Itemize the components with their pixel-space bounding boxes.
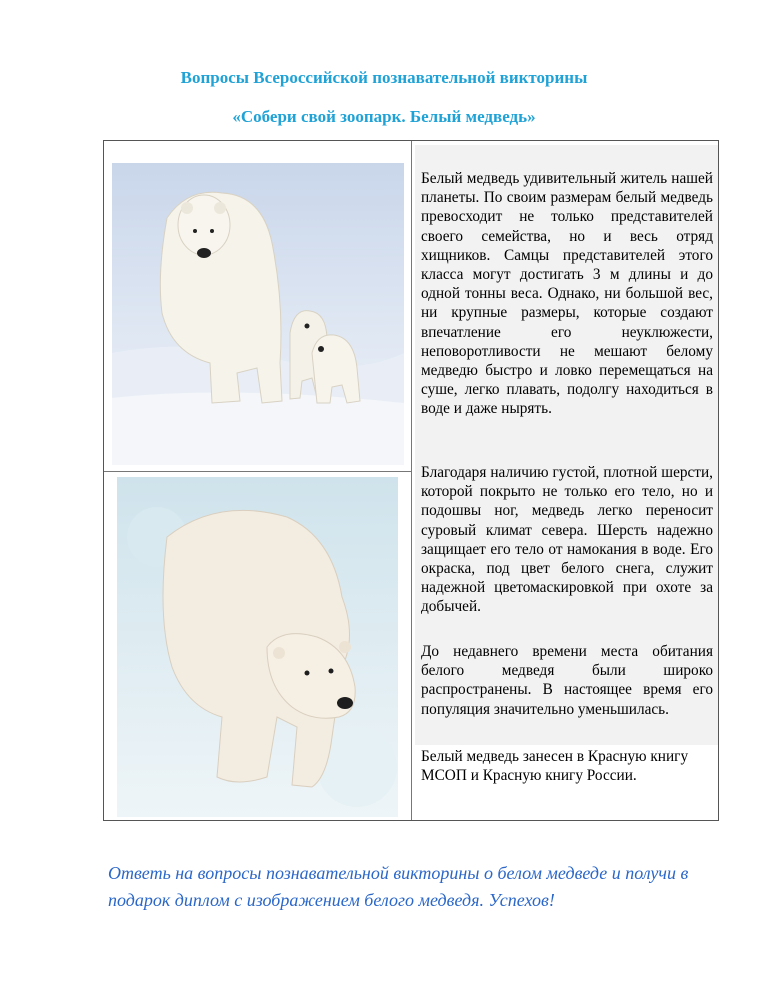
paragraph-fur: Благодаря наличию густой, плотной шерсти, которой покрыто не только его тело, но и подошвы ног, медведь легко переносит суровый климат севера. Шерсть надежно защищает его тело от намокания в воде. Его окраска, под цвет белого снега, служит надежной цветомаскировкой при охоте за добычей. — [421, 464, 713, 616]
polar-bear-with-cubs-photo — [112, 163, 404, 465]
column-divider — [411, 141, 412, 820]
page-title: Вопросы Всероссийской познавательной викторины — [180, 68, 588, 87]
paragraph-description: Белый медведь удивительный житель нашей планеты. По своим размерам белый медведь превосходит не только представителей своего семейства, но и весь отряд хищников. Самцы представителей этого класса могут достигать 3 м длины и до одной тонны веса. Однако, ни большой вес, ни крупные размеры, которые создают впечатление его неуклюжести, неповоротливости не мешают белому медведю быстро и ловко перемещаться на суше, легко плавать, подолгу находиться в воде и даже нырять. — [421, 170, 713, 418]
page-subtitle: «Собери свой зоопарк. Белый медведь» — [232, 107, 536, 126]
polar-bear-walking-photo — [117, 477, 398, 817]
footer-invitation: Ответь на вопросы познавательной викторины о белом медведе и получи в подарок диплом с изображением белого медведя. Успехов! — [108, 863, 689, 910]
paragraph-red-book: Белый медведь занесен в Красную книгу МСОП и Красную книгу России. — [421, 748, 689, 785]
content-table — [103, 140, 719, 821]
paragraph-habitat: До недавнего времени места обитания белого медведя были широко распространены. В настоящее время его популяция значительно уменьшилась. — [421, 643, 713, 718]
row-divider — [104, 471, 411, 472]
